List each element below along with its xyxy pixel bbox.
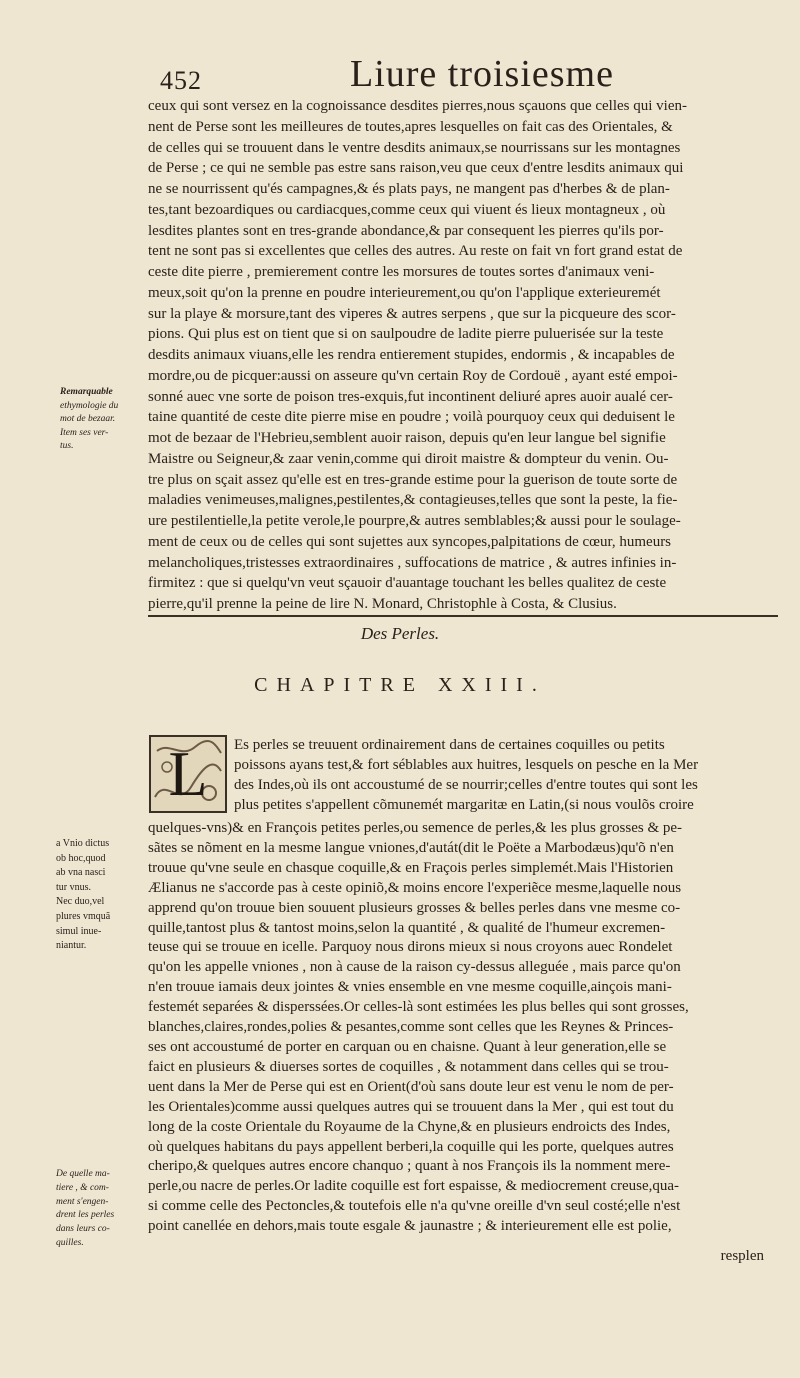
- dropcap-adjacent-text: [234, 736, 790, 816]
- text-line: n'en trouue iamais deux jointes & vnies ensemble en vne mesme coquille,ainçois mani-: [148, 979, 672, 996]
- text-line: où quelques habitans du pays appellent berberi,la coquille qui les porte, quelques autres: [148, 1138, 674, 1155]
- text-line: Maistre ou Seigneur,& zaar venin,comme qui diroit maistre & dompteur du venin. Ou-: [148, 450, 669, 467]
- running-head: Liure troisiesme: [350, 53, 614, 95]
- page-number: 452: [160, 66, 202, 95]
- text-line: pierre,qu'il prenne la peine de lire N. Monard, Christophle à Costa, & Clusius.: [148, 596, 617, 612]
- margin-note-line: Remarquable: [60, 387, 113, 397]
- text-line: qu'on les appelle vniones , non à cause de la raison cy-dessus alleguée , mais parce qu'on: [148, 959, 681, 976]
- text-line: ceux qui sont versez en la cognoissance desdites pierres,nous sçauons que celles qui vien-: [148, 98, 688, 114]
- text-line: Ælianus ne s'accorde pas à ceste opiniõ,& moins encore l'experiẽce mesme,laquelle nous: [148, 879, 682, 896]
- text-line: mot de bezaar de l'Hebrieu,semblent auoir raison, depuis qu'en leur langue bel signifie: [148, 430, 666, 446]
- text-line: des Indes,où ils ont accoustumé de se nourrir;celles d'entre toutes qui sont les: [234, 776, 698, 793]
- text-line: ceste dite pierre , premierement contre les morsures de toutes sortes d'animaux veni-: [148, 264, 655, 280]
- chapter-heading: CHAPITRE XXIII.: [254, 674, 546, 696]
- margin-note-line: De quelle ma-: [56, 1169, 110, 1179]
- body-text-section-2: [148, 819, 790, 1237]
- text-line: festemét separées & disperssées.Or celles-là sont estimées les plus belles qui sont grosses,: [148, 999, 689, 1016]
- text-line: tent ne sont pas si excellentes que celles des autres. Au reste on fait vn fort grand estat de: [148, 243, 683, 260]
- initial-letter: L: [168, 738, 208, 809]
- text-line: tre plus on sçait assez qu'elle est en tres-grande estime pour la guerison de toute sorte de: [148, 471, 678, 488]
- text-line: cheripo,& quelques autres encore chanquo ; quant à nos François ils la nomment mere-: [148, 1158, 671, 1175]
- text-line: sur la playe & morsure,tant des viperes & autres serpens , que sur la picqueure des scor-: [148, 305, 676, 322]
- margin-note-line: mot de bezaar.: [60, 414, 116, 424]
- text-line: ses ont accoustumé de porter en carquan ou en chaisne. Quant à leur generation,elle se: [148, 1038, 667, 1055]
- margin-note-line: tus.: [60, 441, 74, 451]
- section-subtitle: Des Perles.: [360, 624, 440, 643]
- margin-note-line: a Vnio dictus: [56, 838, 110, 849]
- margin-note-line: plures vmquã: [56, 910, 111, 922]
- page-header: [160, 52, 760, 96]
- text-line: Es perles se treuuent ordinairement dans de certaines coquilles ou petits: [234, 737, 665, 753]
- margin-note-bezaar: [60, 386, 146, 454]
- text-line: meux,soit qu'on la prenne en poudre interieurement,ou qu'on l'applique exterieuremét: [148, 284, 661, 301]
- text-line: nent de Perse sont les meilleures de toutes,apres lesquelles on fait cas des Orientales, &: [148, 118, 673, 135]
- text-line: teuse qui se trouue en icelle. Parquoy nous dirons mieux si nous croyons auec Rondelet: [148, 939, 673, 956]
- text-line: mordre,ou de picquer:aussi on asseure qu'vn certain Roy de Cordouë , ayant esté empoi-: [148, 367, 678, 384]
- text-line: apprend qu'on trouue bien souuent plusieurs grosses & belles perles dans vne mesme co-: [148, 899, 681, 916]
- text-line: tes,tant bezoardiques ou cardiacques,comme ceux qui viuent és lieux montagneux , où: [148, 201, 666, 218]
- text-line: ment de ceux ou de celles qui sont sujettes aux syncopes,palpitations de cœur, humeurs: [148, 533, 672, 550]
- margin-note-line: simul inue-: [56, 925, 102, 937]
- text-line: quelques-vns)& en François petites perles,ou semence de perles,& les plus grosses & pe-: [148, 820, 683, 836]
- text-line: uent dans la Mer de Perse qui est en Orient(d'où sans doute leur est venu le nom de per-: [148, 1078, 674, 1095]
- text-line: ne se nourrissent qu'és campagnes,& és plats pays, ne mangent pas d'herbes & de plan-: [148, 181, 670, 197]
- text-line: taine quantité de ceste dite pierre mise en poudre ; voilà pourquoy ceux qui deduisent le: [148, 409, 675, 426]
- text-line: poissons ayans test,& fort séblables aux huitres, lesquels on pesche en la Mer: [234, 756, 699, 773]
- text-line: desdits animaux viuans,elle les rendra entierement stupides, endormis , & incapables de: [148, 347, 675, 363]
- text-line: plus petites s'appellent cõmunemét margaritæ en Latin,(si nous voulõs croire: [234, 796, 694, 813]
- text-line: lesdites plantes sont en tres-grande abondance,& par consequent les pierres qu'ils por-: [148, 222, 664, 239]
- text-line: trouue qu'vne seule en chasque coquille,& en Fraçois perles simplemét.Mais l'Historien: [148, 859, 674, 876]
- text-line: pions. Qui plus est on tient que si on saulpoudre de ladite pierre puluerisée sur la teste: [148, 326, 664, 343]
- text-line: quille,tantost plus & tantost moins,selon la quantité , & qualité de l'humeur excremen-: [148, 919, 666, 936]
- decorated-initial: [149, 735, 227, 813]
- text-line: firmitez : que si quelqu'vn veut sçauoir d'auantage touchant les belles qualitez de ceste: [148, 575, 667, 592]
- text-line: blanches,claires,rondes,polies & pesantes,comme sont celles que les Reynes & Princes-: [148, 1019, 674, 1036]
- text-line: perle,ou nacre de perles.Or ladite coquille est fort espaisse, & mediocrement creuse,qua-: [148, 1178, 680, 1195]
- margin-note-line: ethymologie du: [60, 400, 119, 411]
- margin-note-line: dans leurs co-: [56, 1224, 110, 1235]
- margin-note-generation: [56, 1168, 146, 1251]
- margin-note-line: drent les perles: [56, 1210, 115, 1221]
- margin-note-line: ment s'engen-: [56, 1196, 109, 1207]
- margin-note-line: quilles.: [56, 1237, 84, 1248]
- margin-note-line: Item ses ver-: [60, 427, 109, 438]
- margin-note-line: Nec duo,vel: [56, 896, 105, 908]
- text-line: melancholiques,tristesses extraordinaires , suffocations de matrice , & autres infinies in-: [148, 554, 677, 571]
- section-divider: [148, 615, 778, 617]
- text-line: les Orientales)comme aussi quelques autres qui se trouuent dans la Mer , qui est tout du: [148, 1098, 674, 1115]
- margin-note-line: tur vnus.: [56, 881, 91, 893]
- margin-note-vnio: [56, 837, 146, 954]
- margin-note-line: niantur.: [56, 940, 87, 952]
- margin-note-line: ob hoc,quod: [56, 852, 106, 864]
- catchword: resplen: [720, 1248, 764, 1264]
- body-text-section-1: [148, 96, 790, 615]
- text-line: long de la coste Orientale du Royaume de la Chyne,& en plusieurs endroicts des Indes,: [148, 1118, 671, 1135]
- margin-note-line: ab vna nasci: [56, 867, 106, 879]
- text-line: de celles qui se trouuent dans le ventre desdits animaux,se nourrissans sur les montagnes: [148, 139, 681, 156]
- margin-note-line: tiere , & com-: [56, 1182, 109, 1193]
- text-line: point canellée en dehors,mais toute esgale & jaunastre ; & interieurement elle est polie,: [148, 1218, 672, 1235]
- text-line: maladies venimeuses,malignes,pestilentes,& contagieuses,telles que sont la peste, la fie-: [148, 492, 678, 509]
- text-line: si comme celle des Pectoncles,& toutefois elle n'a qu'vne oreille d'vn seul costé;elle n'est: [148, 1198, 681, 1215]
- text-line: sonné auec vne sorte de poison tres-exquis,fut incontinent deliuré apres auoir aualé cer-: [148, 388, 673, 405]
- text-line: de Perse ; ce qui ne semble pas estre sans raison,veu que ceux d'entre lesdits animaux qui: [148, 160, 684, 177]
- text-line: ure pestilentielle,la petite verole,le pourpre,& autres semblables;& aussi pour le soulage-: [148, 513, 681, 529]
- text-line: faict en plusieurs & diuerses sortes de coquilles , & notamment dans celles qui se trou-: [148, 1058, 669, 1075]
- text-line: sãtes se nõment en la mesme langue vniones,d'autát(dit le Poëte a Marbodæus)qu'õ n'en: [148, 839, 674, 856]
